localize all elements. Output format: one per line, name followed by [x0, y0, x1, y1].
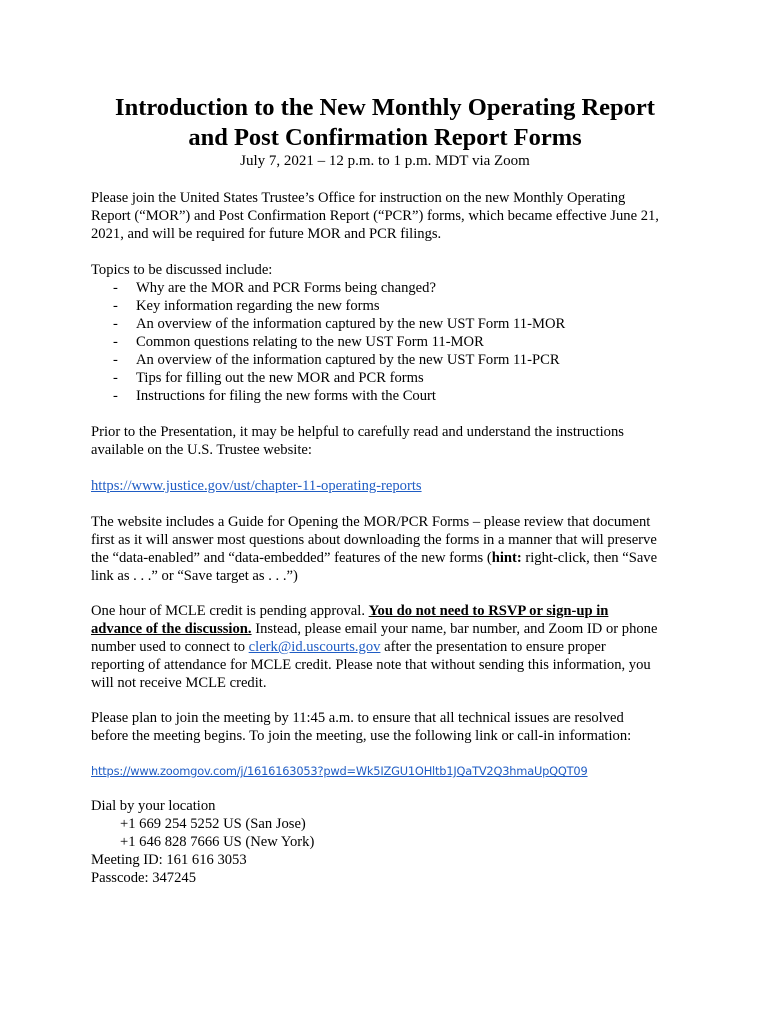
dial-heading: Dial by your location: [91, 798, 216, 814]
bullet-dash: -: [113, 352, 118, 368]
operating-reports-link-line: [91, 477, 422, 495]
bullet-dash: -: [113, 334, 118, 350]
mcle-line-1-text: One hour of MCLE credit is pending approval.: [91, 603, 369, 619]
mcle-line-3-text: number used to connect to: [91, 639, 249, 655]
prior-line-2: available on the U.S. Trustee website:: [91, 442, 312, 458]
meeting-id: Meeting ID: 161 616 3053: [91, 852, 247, 868]
dial-number-san-jose: +1 669 254 5252 US (San Jose): [120, 816, 306, 832]
website-line-2: first as it will answer most questions about downloading the forms in a manner that will preserve: [91, 532, 657, 548]
topic-item: Key information regarding the new forms: [136, 298, 380, 314]
bullet-dash: -: [113, 370, 118, 386]
website-line-1: The website includes a Guide for Opening the MOR/PCR Forms – please review that document: [91, 514, 651, 530]
intro-line-1: Please join the United States Trustee’s Office for instruction on the new Monthly Operating: [91, 190, 626, 206]
intro-line-2: Report (“MOR”) and Post Confirmation Report (“PCR”) forms, which became effective June 21,: [91, 208, 659, 224]
mcle-line-3-rest: after the presentation to ensure proper: [380, 639, 606, 655]
zoom-link-line: [91, 762, 588, 780]
join-line-2: before the meeting begins. To join the meeting, use the following link or call-in information:: [91, 728, 632, 744]
passcode: Passcode: 347245: [91, 870, 196, 886]
website-line-3-text: the “data-enabled” and “data-embedded” features of the new forms (: [91, 550, 492, 566]
website-line-4: link as . . .” or “Save target as . . .”): [91, 568, 298, 584]
topic-item: Tips for filling out the new MOR and PCR forms: [136, 370, 424, 386]
prior-line-1: Prior to the Presentation, it may be helpful to carefully read and understand the instructions: [91, 424, 624, 440]
hint-label: hint:: [491, 550, 522, 566]
website-line-3-rest: right-click, then “Save: [521, 550, 658, 566]
join-line-1: Please plan to join the meeting by 11:45 a.m. to ensure that all technical issues are resolved: [91, 710, 624, 726]
mcle-line-3: [91, 638, 606, 656]
bullet-dash: -: [113, 316, 118, 332]
topic-item: Instructions for filing the new forms with the Court: [136, 388, 436, 404]
no-rsvp-notice: You do not need to RSVP or sign-up in: [368, 603, 609, 619]
mcle-line-4: reporting of attendance for MCLE credit. Please note that without sending this information, you: [91, 657, 651, 673]
topics-heading: Topics to be discussed include:: [91, 262, 273, 278]
topic-item: An overview of the information captured by the new UST Form 11-PCR: [136, 352, 560, 368]
mcle-line-1: [91, 602, 608, 620]
bullet-dash: -: [113, 388, 118, 404]
topic-item: Common questions relating to the new UST Form 11-MOR: [136, 334, 484, 350]
clerk-email-link[interactable]: clerk@id.uscourts.gov: [248, 639, 381, 655]
event-date-time: July 7, 2021 – 12 p.m. to 1 p.m. MDT via Zoom: [240, 153, 530, 169]
website-line-3: [91, 549, 657, 567]
bullet-dash: -: [113, 280, 118, 296]
mcle-line-2-text: Instead, please email your name, bar number, and Zoom ID or phone: [251, 621, 658, 637]
topic-item: An overview of the information captured by the new UST Form 11-MOR: [136, 316, 566, 332]
bullet-dash: -: [113, 298, 118, 314]
document-title-line-1: Introduction to the New Monthly Operating Report: [115, 94, 655, 121]
topic-item: Why are the MOR and PCR Forms being changed?: [136, 280, 436, 296]
operating-reports-link[interactable]: https://www.justice.gov/ust/chapter-11-operating-reports: [91, 478, 422, 494]
mcle-line-2: [91, 620, 657, 638]
mcle-line-5: will not receive MCLE credit.: [91, 675, 267, 691]
intro-line-3: 2021, and will be required for future MOR and PCR filings.: [91, 226, 442, 242]
dial-number-new-york: +1 646 828 7666 US (New York): [120, 834, 315, 850]
zoom-meeting-link[interactable]: https://www.zoomgov.com/j/1616163053?pwd=Wk5IZGU1OHltb1JQaTV2Q3hmaUpQQT09: [91, 764, 588, 778]
document-title-line-2: and Post Confirmation Report Forms: [188, 124, 582, 151]
no-rsvp-notice-cont: advance of the discussion.: [91, 621, 252, 637]
